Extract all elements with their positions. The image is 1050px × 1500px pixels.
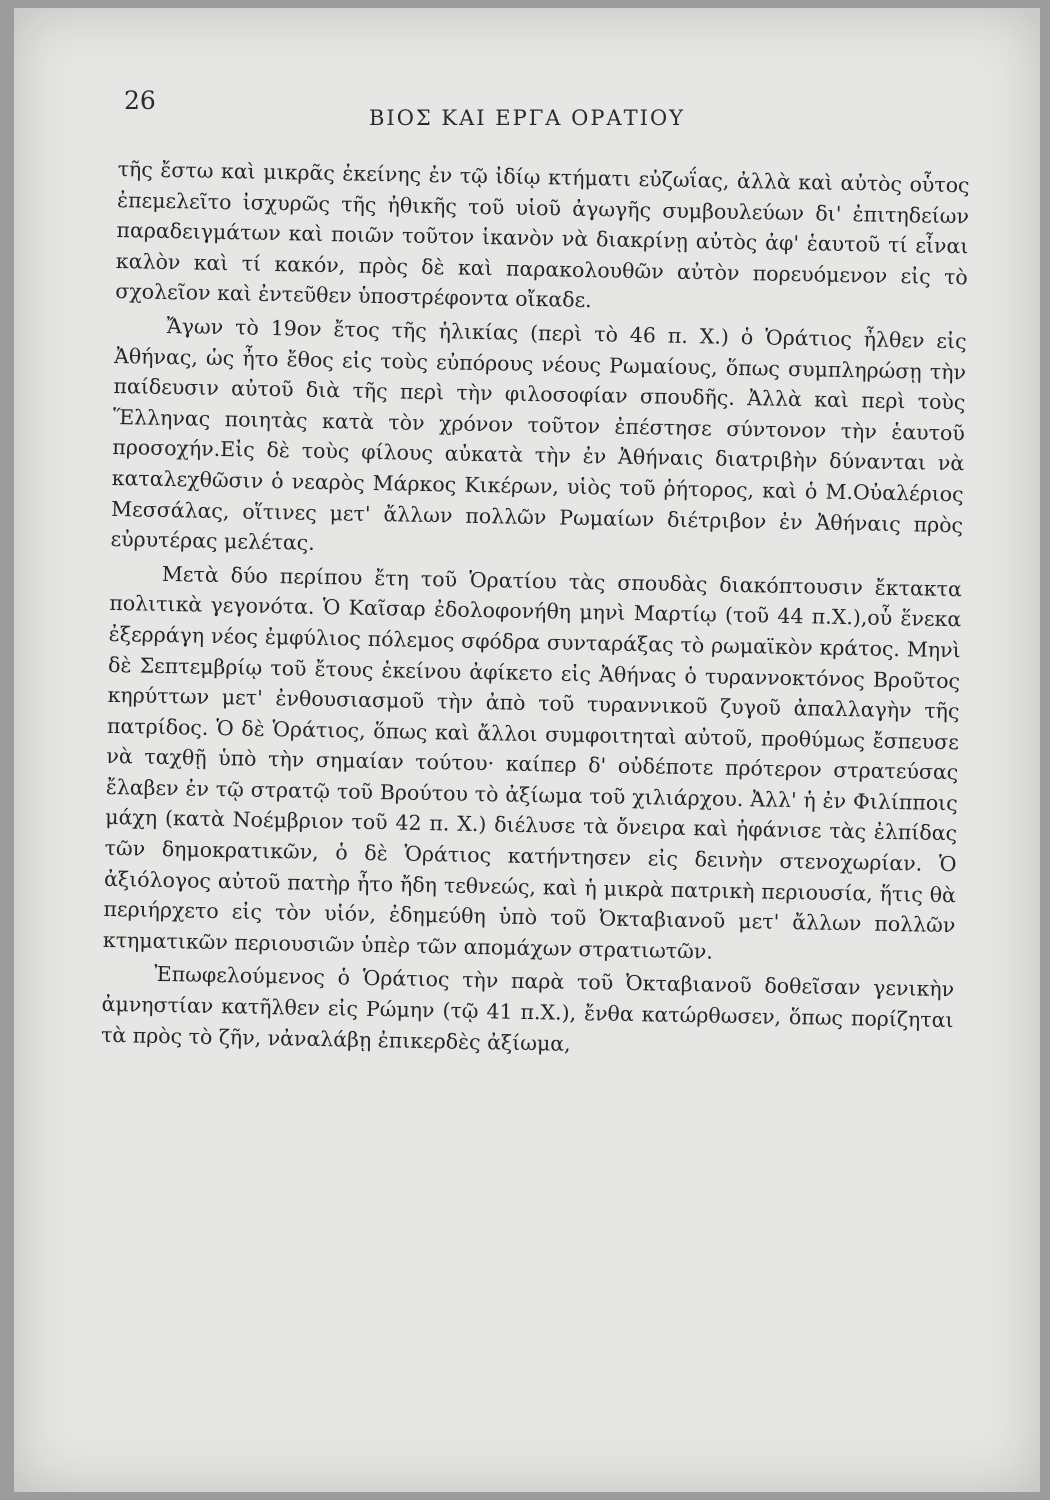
page-body: [101, 154, 970, 1069]
page-header: [14, 86, 1040, 140]
running-title: ΒΙΟΣ ΚΑΙ ΕΡΓΑ ΟΡΑΤΙΟΥ: [368, 106, 686, 130]
page-number: 26: [124, 86, 156, 115]
book-page: [14, 8, 1040, 1492]
paragraph-3: Μετὰ δύο περίπου ἔτη τοῦ Ὁρατίου τὰς σπουδὰς διακόπτουσιν ἔκτακτα πολιτικὰ γεγονότα. Ὁ Καῖσαρ ἐδολοφονήθη μηνὶ Μαρτίῳ (τοῦ 44 π.Χ.),οὗ ἕνεκα ἐξερράγη νέος ἐμφύλιος πόλεμος σφόδρα συνταράξας τὸ ρωμαϊκὸν κράτος. Μηνὶ δὲ Σεπτεμβρίῳ τοῦ ἔτους ἐκείνου ἀφίκετο εἰς Ἀθήνας ὁ τυραννοκτόνος Βροῦτος κηρύττων μετ' ἐνθουσιασμοῦ τὴν ἀπὸ τοῦ τυραννικοῦ ζυγοῦ ἀπαλλαγὴν τῆς πατρίδος. Ὁ δὲ Ὁράτιος, ὅπως καὶ ἄλλοι συμφοιτηταὶ αὐτοῦ, προθύμως ἔσπευσε νὰ ταχθῇ ὑπὸ τὴν σημαίαν τούτου· καίπερ δ' οὐδέποτε πρότερον στρατεύσας ἔλαβεν ἐν τῷ στρατῷ τοῦ Βρούτου τὸ ἀξίωμα τοῦ χιλιάρχου. Ἀλλ' ἡ ἐν Φιλίπποις μάχη (κατὰ Νοέμβριον τοῦ 42 π. Χ.) διέλυσε τὰ ὄνειρα καὶ ἠφάνισε τὰς ἐλπίδας τῶν δημοκρατικῶν, ὁ δὲ Ὁράτιος κατήντησεν εἰς δεινὴν στενοχωρίαν. Ὁ ἀξιόλογος αὐτοῦ πατὴρ ἦτο ἤδη τεθνεώς, καὶ ἡ μικρὰ πατρικὴ περιουσία, ἥτις θὰ περιήρχετο εἰς τὸν υἱόν, ἐδημεύθη ὑπὸ τοῦ Ὀκταβιανοῦ μετ' ἄλλων πολλῶν κτηματικῶν περιουσιῶν ὑπὲρ τῶν απομάχων στρατιωτῶν.: [102, 561, 963, 964]
paragraph-1: τῆς ἔστω καὶ μικρᾶς ἐκείνης ἐν τῷ ἰδίῳ κτήματι εὐζωΐας, ἀλλὰ καὶ αὐτὸς οὗτος ἐπεμελεῖτο ἰσχυρῶς τῆς ἠθικῆς τοῦ υἱοῦ ἀγωγῆς συμβουλεύων δι' ἐπιτηδείων παραδειγμάτων καὶ ποιῶν τοῦτον ἱκανὸν νὰ διακρίνῃ αὐτὸς ἀφ' ἑαυτοῦ τί εἶναι καλὸν καὶ τί κακόν, πρὸς δὲ καὶ παρακολουθῶν αὐτὸν πορευόμενον εἰς τὸ σχολεῖον καὶ ἐντεῦθεν ὑποστρέφοντα οἴκαδε.: [115, 156, 970, 313]
paragraph-2: Ἄγων τὸ 19ον ἔτος τῆς ἡλικίας (περὶ τὸ 46 π. Χ.) ὁ Ὁράτιος ἦλθεν εἰς Ἀθήνας, ὡς ἦτο ἔθος εἰς τοὺς εὐπόρους νέους Ρωμαίους, ὅπως συμπληρώσῃ τὴν παίδευσιν αὐτοῦ διὰ τῆς περὶ τὴν φιλοσοφίαν σπουδῆς. Ἀλλὰ καὶ περὶ τοὺς Ἕλληνας ποιητὰς κατὰ τὸν χρόνον τοῦτον ἐπέστησε σύντονον τὴν ἑαυτοῦ προσοχήν.Εἰς δὲ τοὺς φίλους αὐκατὰ τὴν ἐν Ἀθήναις διατριβὴν δύνανται νὰ καταλεχθῶσιν ὁ νεαρὸς Μάρκος Κικέρων, υἱὸς τοῦ ῥήτορος, καὶ ὁ Μ.Οὐαλέριος Μεσσάλας, οἵτινες μετ' ἄλλων πολλῶν Ρωμαίων διέτριβον ἐν Ἀθήναις πρὸς εὐρυτέρας μελέτας.: [110, 313, 967, 555]
paragraph-4: Ἐπωφελούμενος ὁ Ὁράτιος τὴν παρὰ τοῦ Ὀκταβιανοῦ δοθεῖσαν γενικὴν ἀμνηστίαν κατῆλθεν εἰς Ρώμην (τῷ 41 π.Χ.), ἔνθα κατώρθωσεν, ὅπως πορίζηται τὰ πρὸς τὸ ζῆν, νἀναλάβῃ ἐπικερδὲς ἀξίωμα,: [100, 962, 955, 1056]
